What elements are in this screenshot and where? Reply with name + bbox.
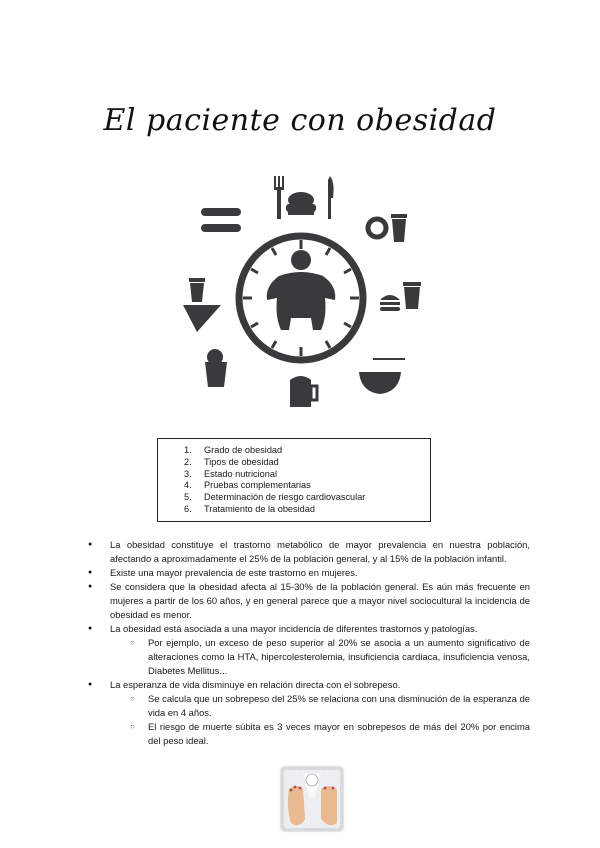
toc-item (184, 492, 430, 504)
noodle-bowl-icon (359, 358, 405, 394)
popcorn-icon (205, 349, 227, 387)
knife-icon (328, 176, 334, 219)
burger-icon (380, 295, 400, 311)
table-of-contents (157, 438, 431, 522)
toc-number: 4. (184, 480, 192, 491)
toc-label: Determinación de riesgo cardiovascular (204, 492, 366, 503)
toc-label: Tipos de obesidad (204, 456, 279, 467)
bullet-item: ● La esperanza de vida disminuye en relación directa con el sobrepeso. (80, 678, 530, 692)
feet-on-scale-image (281, 767, 343, 831)
obese-person-icon (267, 250, 336, 330)
sub-bullet-item: ○ Se calcula que un sobrepeso del 25% se relaciona con una disminución de la esperanza de vida en 4 años. (80, 692, 530, 720)
feet-on-scale-icon (281, 767, 343, 831)
soda-cup-icon (403, 282, 421, 309)
bullet-list (80, 538, 530, 748)
bullet-item: ● Existe una mayor prevalencia de este trastorno en mujeres. (80, 566, 530, 580)
sub-bullet-item: ○ El riesgo de muerte súbita es 3 veces mayor en sobrepesos de más del 20% por encima del peso ideal. (80, 720, 530, 748)
beer-mug-icon (290, 376, 317, 407)
bullet-item: ● Se considera que la obesidad afecta al 15-30% de la población general. Es aún más frecuente en mujeres a partir de los 60 años, y en general parece que a mayor nivel sociocultural la incidencia de obesidad es menor. (80, 580, 530, 622)
bullet-item: ● La obesidad está asociada a una mayor incidencia de diferentes trastornos y patologías. (80, 622, 530, 636)
toc-label: Estado nutricional (204, 468, 278, 479)
toc-number: 3. (184, 468, 192, 479)
toc-item (184, 504, 430, 516)
obesity-clock-illustration (175, 172, 437, 417)
soda-cup-icon (189, 278, 205, 302)
toc-number: 1. (184, 445, 192, 455)
toc-item (184, 457, 430, 469)
toc-number: 6. (184, 503, 192, 514)
sub-bullet-item: ○ Por ejemplo, un exceso de peso superior al 20% se asocia a un aumento significativo de alteraciones como la HTA, hipercolesterolemia, insuficiencia cardiaca, insuficiencia venosa, Diabetes Mellitus... (80, 636, 530, 678)
donut-icon (368, 219, 386, 237)
toc-item (184, 469, 430, 481)
fork-icon (274, 176, 284, 219)
toc-number: 2. (184, 456, 192, 467)
pizza-slice-icon (183, 305, 221, 332)
toc-item (184, 480, 430, 492)
sausages-icon (201, 208, 241, 232)
toc-item (184, 445, 430, 457)
toc-label: Pruebas complementarias (204, 480, 311, 491)
toc-label: Grado de obesidad (204, 445, 283, 455)
roast-chicken-icon (286, 192, 316, 215)
page-title: El paciente con obesidad (103, 103, 497, 138)
bullet-item: ● La obesidad constituye el trastorno metabólico de mayor prevalencia en nuestra población, afectando a aproximadamente el 25% de la población general, y al 15% de la población infantil. (80, 538, 530, 566)
toc-label: Tratamiento de la obesidad (204, 503, 315, 514)
toc-number: 5. (184, 492, 192, 503)
soda-cup-icon (391, 214, 407, 242)
